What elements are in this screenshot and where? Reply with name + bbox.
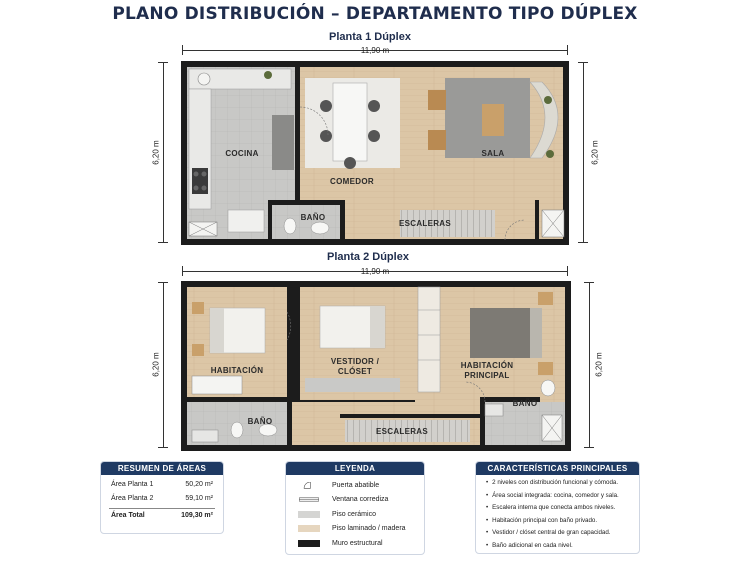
wood-floor-swatch [298,525,320,532]
chair-icon [344,157,356,169]
floor1-width-label: 11,90 m [360,46,390,55]
legend-item-label: Ventana corrediza [332,496,389,504]
structural-wall-swatch [298,540,320,547]
areas-row [101,478,223,492]
floor2-height-label-left: 6,20 m [151,352,161,377]
ceramic-floor-swatch [298,511,320,518]
areas-row-label: Área Planta 1 [111,481,154,488]
walk-in-closet [418,287,440,392]
legend-item [286,507,424,522]
floor1-plan [180,60,570,246]
feature-item: • Vestidor / clóset central de gran capacidad. [476,527,639,540]
areas-row-value: 50,20 m² [185,481,213,488]
legend-item-label: Piso laminado / madera [332,525,406,533]
room-label-vestidor: VESTIDOR / [330,357,380,366]
kitchen-island [272,115,294,170]
areas-summary-panel [100,461,224,534]
room-label-bano-principal: BAÑO [512,399,538,408]
floor1-height-label-right: 6,20 m [590,140,600,165]
legend-item [286,478,424,493]
vanity-icon [192,430,218,442]
armchair-icon [428,130,446,150]
legend-item-label: Muro estructural [332,539,383,547]
room-label-bano: BAÑO [300,213,326,222]
room-label-habitacion-principal: HABITACIÓN [460,361,514,370]
fridge-icon [228,210,264,232]
feature-item: • Área social integrada: cocina, comedor y sala. [476,490,639,503]
closet-shelf [305,378,400,392]
room-label-bano-2: BAÑO [247,417,273,426]
areas-summary-header: RESUMEN DE ÁREAS [101,462,223,475]
room-label-principal: PRINCIPAL [464,371,510,380]
legend-item [286,536,424,551]
legend-item-label: Piso cerámico [332,510,376,518]
plant-icon [264,71,272,79]
floor1-height-dimension-right [578,62,588,243]
floor1-height-label-left: 6,20 m [151,140,161,165]
floor2-height-dimension-right [584,282,594,448]
legend-item [286,522,424,537]
room-label-closet: CLÓSET [337,367,373,376]
chair-icon [320,130,332,142]
feature-item: • Baño adicional en cada nivel. [476,540,639,553]
bathroom-floor [272,205,340,239]
plant-icon [546,150,554,158]
sink-icon [198,73,210,85]
areas-row [101,492,223,506]
room-label-sala: SALA [481,149,505,158]
chair-icon [368,100,380,112]
features-panel [475,461,640,554]
coffee-table [482,104,504,136]
feature-item: • Escalera interna que conecta ambos niveles. [476,502,639,515]
toilet-icon [284,218,296,234]
stove-icon [192,168,208,194]
floor2-width-label: 11,90 m [360,267,390,276]
toilet-icon [541,380,555,396]
areas-total-label: Área Total [111,512,145,519]
page-title: PLANO DISTRIBUCIÓN – DEPARTAMENTO TIPO DÚPLEX [112,4,638,24]
door-swing-icon [298,482,320,489]
feature-item: • 2 niveles con distribución funcional y cómoda. [476,477,639,490]
wardrobe-icon [192,376,242,394]
vanity-icon [485,404,503,416]
chair-icon [368,130,380,142]
areas-total-row [109,508,215,522]
legend-panel [285,461,425,555]
floor2-plan [180,280,572,452]
legend-header: LEYENDA [286,462,424,475]
areas-row-value: 59,10 m² [185,495,213,502]
toilet-icon [231,422,243,438]
armchair-icon [428,90,446,110]
room-label-escaleras: ESCALERAS [375,427,429,436]
feature-item: • Habitación principal con baño privado. [476,515,639,528]
room-label-cocina: COCINA [225,149,259,158]
areas-total-value: 109,30 m² [181,512,213,519]
features-header: CARACTERÍSTICAS PRINCIPALES [476,462,639,475]
areas-row-label: Área Planta 2 [111,495,154,502]
plant-icon [544,96,552,104]
floor2-title: Planta 2 Dúplex [327,251,409,263]
washbasin-icon [311,222,329,234]
sliding-window-icon [298,496,320,503]
legend-item-label: Puerta abatible [332,481,380,489]
chair-icon [320,100,332,112]
legend-item [286,493,424,508]
room-label-escaleras: ESCALERAS [398,219,452,228]
floor2-height-label-right: 6,20 m [594,352,604,377]
room-label-comedor: COMEDOR [330,177,374,186]
floor1-title: Planta 1 Dúplex [329,31,411,43]
room-label-habitacion: HABITACIÓN [210,366,264,375]
dining-table [333,83,367,161]
